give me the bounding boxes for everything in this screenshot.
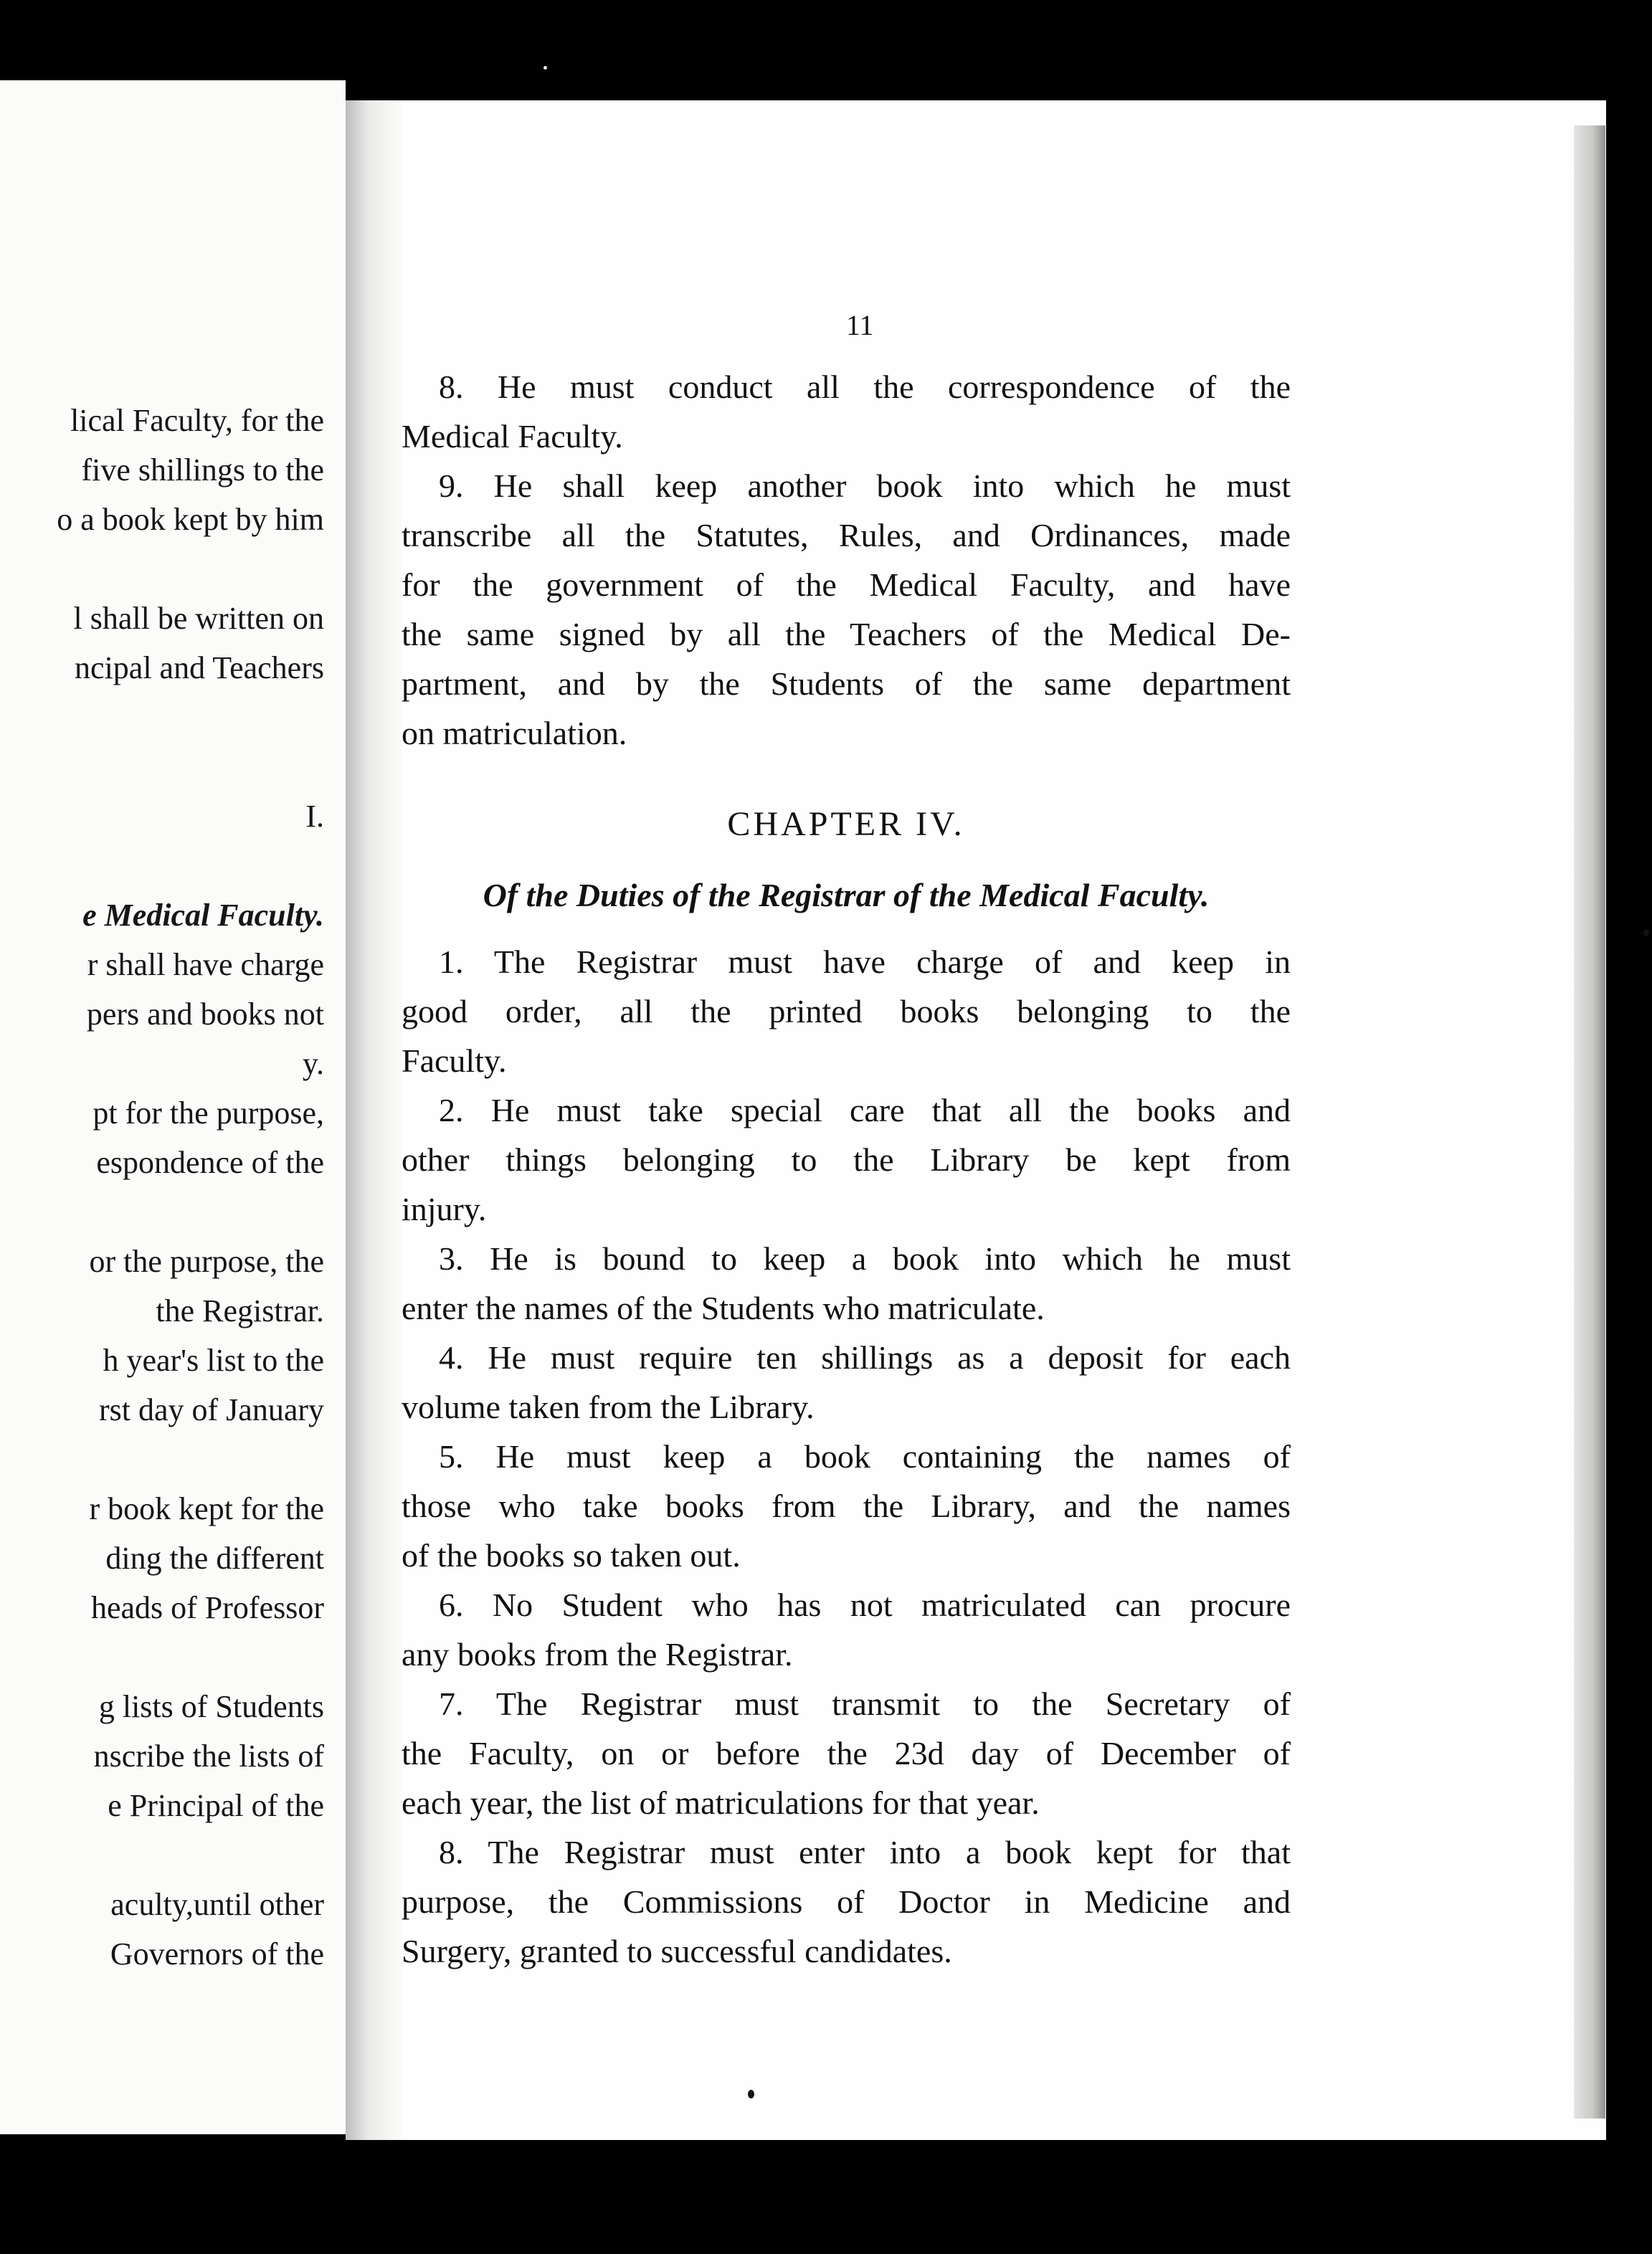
- paragraph-line: injury.: [402, 1191, 487, 1227]
- paragraph-line: of the books so taken out.: [402, 1537, 741, 1574]
- page-edge-shadow: [1574, 125, 1605, 2119]
- ink-speck: [1643, 929, 1649, 936]
- left-page-line: pt for the purpose,: [92, 1095, 324, 1131]
- left-page-line: or the purpose, the: [89, 1244, 324, 1279]
- left-page-line: rst day of January: [98, 1392, 324, 1427]
- paragraph-line: 6. No Student who has not matriculated can procure: [439, 1587, 1291, 1623]
- left-page-line: [57, 841, 324, 890]
- chapter-title: CHAPTER IV.: [727, 805, 965, 843]
- left-page-line: five shillings to the: [81, 452, 324, 488]
- left-page-line: h year's list to the: [103, 1343, 324, 1378]
- left-page-line: Governors of the: [110, 1936, 324, 1972]
- paragraph-line: each year, the list of matriculations for that year.: [402, 1784, 1040, 1821]
- numbered-paragraph: [402, 1085, 1291, 1234]
- paragraph-line: Medical Faculty.: [402, 418, 623, 455]
- paragraph-line: 3. He is bound to keep a book into which he must: [439, 1240, 1291, 1277]
- paragraph-line: 7. The Registrar must transmit to the Secretary of: [439, 1685, 1291, 1722]
- numbered-paragraph: [402, 1580, 1291, 1679]
- numbered-paragraph: [402, 1234, 1291, 1333]
- numbered-paragraph: [402, 1432, 1291, 1580]
- left-page-fragment: [0, 80, 346, 2134]
- left-page-line: ding the different: [105, 1541, 324, 1576]
- paragraph-line: good order, all the printed books belonging to the: [402, 993, 1291, 1029]
- book-gutter: [346, 100, 410, 2140]
- paragraph-line: the same signed by all the Teachers of the Medical De-: [402, 616, 1291, 652]
- numbered-paragraph: [402, 1333, 1291, 1432]
- ink-speck: [748, 2090, 754, 2098]
- continued-items: [402, 362, 1291, 758]
- numbered-paragraph: [402, 362, 1291, 461]
- left-page-line: [57, 1632, 324, 1682]
- numbered-paragraph: [402, 1827, 1291, 1976]
- paragraph-line: 2. He must take special care that all the books and: [439, 1092, 1291, 1128]
- left-page-line: [57, 1187, 324, 1237]
- left-page-line: ncipal and Teachers: [75, 650, 324, 685]
- page-number: 11: [846, 309, 874, 341]
- left-page-line: espondence of the: [96, 1145, 324, 1180]
- left-page-line: l shall be written on: [73, 601, 324, 636]
- paragraph-line: purpose, the Commissions of Doctor in Medicine and: [402, 1883, 1291, 1920]
- paragraph-line: Surgery, granted to successful candidates.: [402, 1933, 952, 1969]
- left-page-line: [57, 544, 324, 594]
- ink-speck: [543, 66, 547, 70]
- paragraph-line: 8. He must conduct all the correspondence of the: [439, 368, 1291, 405]
- left-page-line: y.: [302, 1046, 324, 1081]
- paragraph-line: the Faculty, on or before the 23d day of December of: [402, 1735, 1291, 1772]
- numbered-paragraph: [402, 937, 1291, 1085]
- paragraph-line: volume taken from the Library.: [402, 1389, 815, 1425]
- left-page-line: o a book kept by him: [57, 502, 324, 537]
- paragraph-line: other things belonging to the Library be kept from: [402, 1141, 1291, 1178]
- left-page-line: g lists of Students: [98, 1689, 324, 1724]
- paragraph-line: any books from the Registrar.: [402, 1636, 793, 1673]
- paragraph-line: 5. He must keep a book containing the names of: [439, 1438, 1291, 1475]
- paragraph-line: 1. The Registrar must have charge of and keep in: [439, 943, 1291, 980]
- left-page-line: aculty,until other: [110, 1887, 324, 1922]
- left-page-line: I.: [305, 799, 324, 834]
- paragraph-line: transcribe all the Statutes, Rules, and Ordinances, made: [402, 517, 1291, 553]
- left-page-line: the Registrar.: [156, 1293, 324, 1328]
- left-page-line: heads of Professor: [90, 1590, 324, 1625]
- left-page-line: r shall have charge: [87, 947, 324, 982]
- paragraph-line: those who take books from the Library, and the names: [402, 1488, 1291, 1524]
- left-page-line: nscribe the lists of: [93, 1739, 324, 1774]
- chapter-subtitle: Of the Duties of the Registrar of the Medical Faculty.: [483, 877, 1210, 913]
- paragraph-line: enter the names of the Students who matriculate.: [402, 1290, 1045, 1326]
- left-page-line: [57, 1435, 324, 1484]
- paragraph-line: 4. He must require ten shillings as a deposit for each: [439, 1339, 1291, 1376]
- chapter-items: [402, 937, 1291, 1976]
- paragraph-line: for the government of the Medical Faculty, and have: [402, 566, 1291, 603]
- left-page-line: [57, 1830, 324, 1880]
- left-page-line: [57, 742, 324, 791]
- paragraph-line: 9. He shall keep another book into which he must: [439, 467, 1291, 504]
- paragraph-line: partment, and by the Students of the same department: [402, 665, 1291, 702]
- left-page-line: [57, 693, 324, 742]
- page-body: [402, 362, 1291, 1976]
- numbered-paragraph: [402, 1679, 1291, 1827]
- left-page-line: e Medical Faculty.: [82, 898, 324, 933]
- paragraph-line: 8. The Registrar must enter into a book kept for that: [439, 1834, 1291, 1870]
- paragraph-line: Faculty.: [402, 1042, 507, 1079]
- left-page-line: pers and books not: [86, 997, 324, 1032]
- left-page-text: [57, 396, 324, 1979]
- left-page-line: r book kept for the: [89, 1491, 324, 1526]
- left-page-line: lical Faculty, for the: [70, 403, 324, 438]
- numbered-paragraph: [402, 461, 1291, 758]
- left-page-line: e Principal of the: [108, 1788, 324, 1823]
- paragraph-line: on matriculation.: [402, 715, 627, 751]
